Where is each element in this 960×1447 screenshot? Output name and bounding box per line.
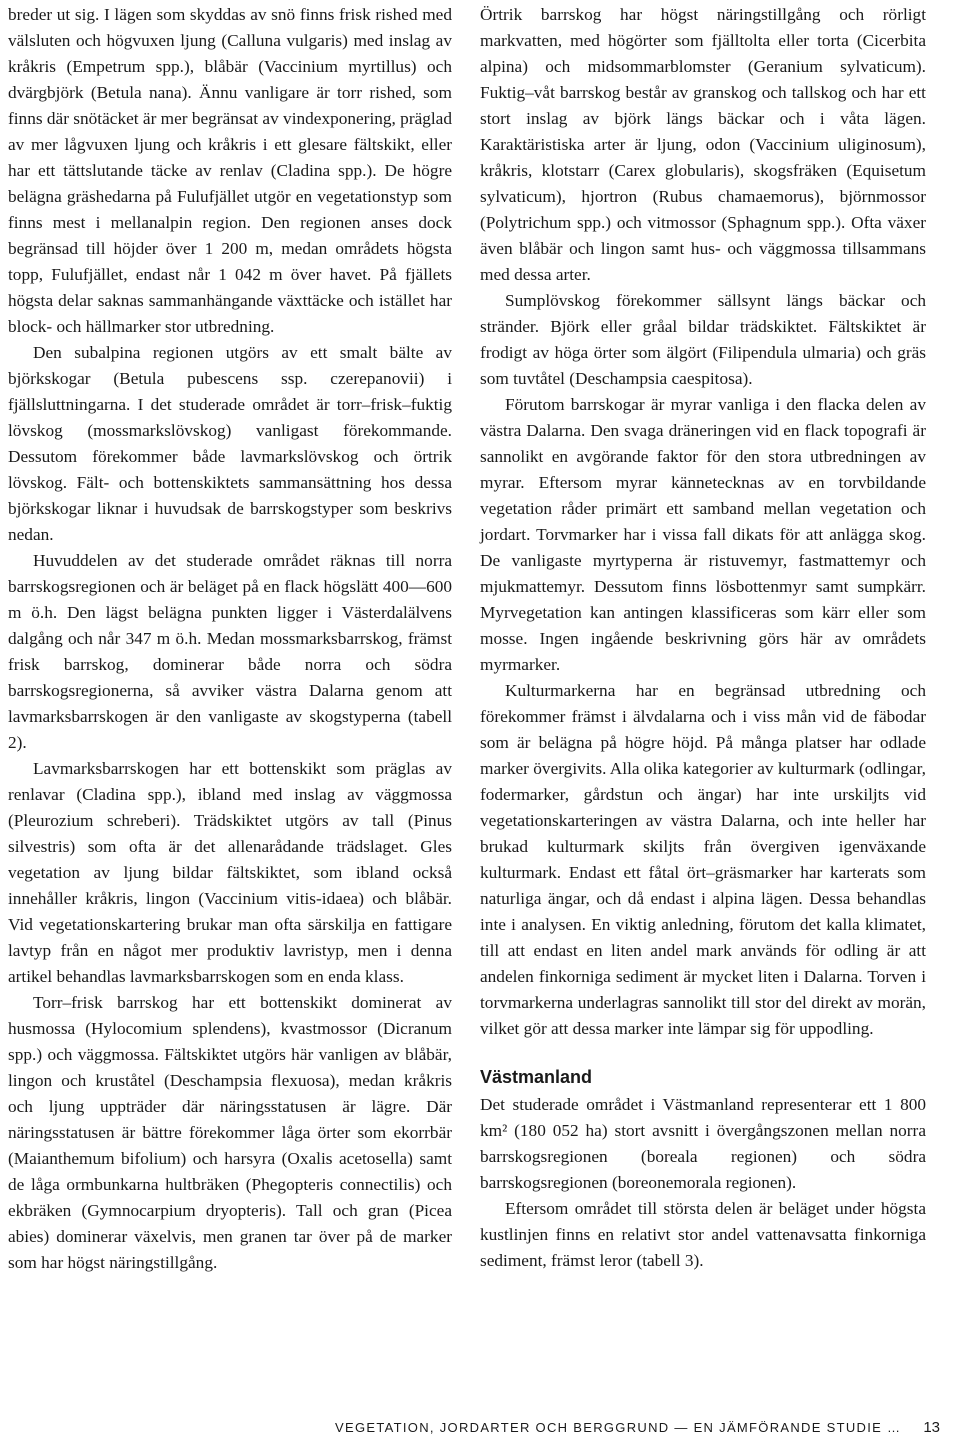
section-heading-vastmanland: Västmanland (480, 1067, 593, 1087)
paragraph-vastmanland-intro: Det studerade området i Västmanland representerar ett 1 800 km² (180 052 ha) stort avsnitt i övergångszonen mellan norra barrskogsregionen (boreala regionen) och södra barrskogsregionen (boreonemorala regionen). (480, 1095, 926, 1192)
paragraph-torr-frisk-barrskog: Torr–frisk barrskog har ett bottenskikt dominerat av husmossa (Hylocomium splendens), kvastmossor (Dicranum spp.) och väggmossa. Fältskiktet utgörs här vanligen av blåbär, lingon och kruståtel (Deschampsia flexuosa), medan kråkris och ljung uppträder där näringsstatusen är lägre. Där näringsstatusen är bättre förekommer låga örter som ekorrbär (Maianthemum bifolium) och harsyra (Oxalis acetosella) samt de låga ormbunkarna hultbräken (Phegopteris connectilis) och ekbräken (Gymnocarpium dryopteris). Tall och gran (Picea abies) dominerar växelvis, men granen tar över på de marker som har högst näringstillgång. (8, 993, 452, 1272)
paragraph-fjallregion: breder ut sig. I lägen som skyddas av snö finns frisk rished med välsluten och högvuxen ljung (Calluna vulgaris) med inslag av kråkris (Empetrum spp.), blåbär (Vaccinium myrtillus) och dvärgbjörk (Betula nana). Ännu vanligare är torr rished, som finns där snötäcket är mer begränsat av vindexponering, präglad av mer lågvuxen ljung och kråkris i ett glesare fältskikt, eller har ett tättslutande täcke av renlav (Cladina spp.). De högre belägna gräshedarna på Fulufjället utgör en vegetationstyp som finns mest i mellanalpin region. Den regionen anses dock begränsad till höjder över 1 200 m, medan områdets högsta topp, Fulufjället, endast når 1 042 m över havet. På fjällets högsta delar saknas sammanhängande växttäcke och istället har block- och hällmarker stor utbredning. (8, 5, 452, 336)
paragraph-kulturmarker: Kulturmarkerna har en begränsad utbredning och förekommer främst i älvdalarna och i viss mån vid de fäbodar som är belägna på högre höjd. På många platser har odlade marker övergivits. Alla olika kategorier av kulturmark (odlingar, fodermarker, gårdstun och ängar) har inte urskiljts vid vegetationskarteringen av västra Dalarna, och inte heller har brukad kulturmark skiljts från övergiven igenväxande kulturmark. Endast ett fåtal ört–gräsmarker har karterats som naturliga ängar, och då endast i alpina lägen. Dessa behandlas inte i analysen. En viktig anledning, förutom det kalla klimatet, till att endast en liten andel mark används för odling är att andelen finkorniga sediment är mycket liten i Dalarna. Torven i torvmarkerna underlagras sannolikt till stor del direkt av morän, vilket gör att dessa marker inte lämpar sig för uppodling. (480, 681, 926, 1038)
page-number: 13 (923, 1418, 940, 1436)
right-column (480, 2, 926, 1274)
paragraph-lavmarksbarrskog: Lavmarksbarrskogen har ett bottenskikt som präglas av renlavar (Cladina spp.), ibland med inslag av väggmossa (Pleurozium schreberi). Trädskiktet utgörs av tall (Pinus silvestris) som ofta är det allenarådande trädslaget. Gles vegetation av ljung bildar fältskiktet, som ibland också innehåller kråkris, lingon (Vaccinium vitis-idaea) och blåbär. Vid vegetationskartering brukar man ofta särskilja en fattigare lavtyp från en något mer produktiv lavristyp, men i denna artikel behandlas lavmarksbarrskogen som en enda klass. (8, 759, 452, 986)
paragraph-norra-barrskog: Huvuddelen av det studerade området räknas till norra barrskogsregionen och är beläget på en flack högslätt 400—600 m ö.h. Den lägst belägna punkten ligger i Västerdalälvens dalgång och når 347 m ö.h. Medan mossmarksbarrskog, främst frisk barrskog, dominerar både norra och södra barrskogsregionerna, så avviker västra Dalarna genom att lavmarksbarrskogen är den vanligaste av skogstyperna (tabell 2). (8, 551, 452, 752)
paragraph-kustlinjen: Eftersom området till största delen är beläget under högsta kustlinjen finns en relativt stor andel vattenavsatta finkorniga sediment, främst leror (tabell 3). (480, 1199, 926, 1270)
page-footer (335, 1414, 940, 1440)
paragraph-sumplovskog: Sumplövskog förekommer sällsynt längs bäckar och stränder. Björk eller gråal bildar trädskiktet. Fältskiktet är frodigt av höga örter som älgört (Filipendula ulmaria) och gräs som tuvtåtel (Deschampsia caespitosa). (480, 291, 926, 388)
running-title: VEGETATION, JORDARTER OCH BERGGRUND — EN JÄMFÖRANDE STUDIE … (335, 1419, 902, 1435)
paragraph-myrar: Förutom barrskogar är myrar vanliga i den flacka delen av västra Dalarna. Den svaga dräneringen vid en flack topografi är sannolikt en avgörande faktor för den stora utbredningen av myrar. Eftersom myrar kännetecknas av en torvbildande vegetation råder primärt ett samband mellan vegetation och jordart. Torvmarker har i vissa fall dikats för att anlägga skog. De vanligaste myrtyperna är ristuvemyr, fastmattemyr och mjukmattemyr. Dessutom finns lösbottenmyr samt sumpkärr. Myrvegetation kan antingen klassificeras som kärr eller som mosse. Ingen ingående beskrivning görs här av områdets myrmarker. (480, 395, 926, 674)
paragraph-ortrik-barrskog: Örtrik barrskog har högst näringstillgång och rörligt markvatten, med högörter som fjälltolta eller torta (Cicerbita alpina) och midsommarblomster (Geranium sylvaticum). Fuktig–våt barrskog består av granskog och tallskog och har ett stort inslag av björk längs bäckar och i våta lägen. Karaktäristiska arter är ljung, odon (Vaccinium uliginosum), kråkris, klotstarr (Carex globularis), skogsfräken (Equisetum sylvaticum), hjortron (Rubus chamaemorus), björnmossor (Polytrichum spp.) och vitmossor (Sphagnum spp.). Ofta växer även blåbär och lingon samt hus- och väggmossa tillsammans med dessa arter. (480, 5, 926, 284)
left-column (8, 2, 452, 1276)
paragraph-subalpin: Den subalpina regionen utgörs av ett smalt bälte av björkskogar (Betula pubescens ssp. czerepanovii) i fjällsluttningarna. I det studerade området är torr–frisk–fuktig lövskog (mossmarkslövskog) vanligast förekommande. Dessutom förekommer både lavmarkslövskog och örtrik lövskog. Fält- och bottenskiktets sammansättning hos dessa björkskogar liknar i huvudsak de barrskogstyper som beskrivs nedan. (8, 343, 452, 544)
